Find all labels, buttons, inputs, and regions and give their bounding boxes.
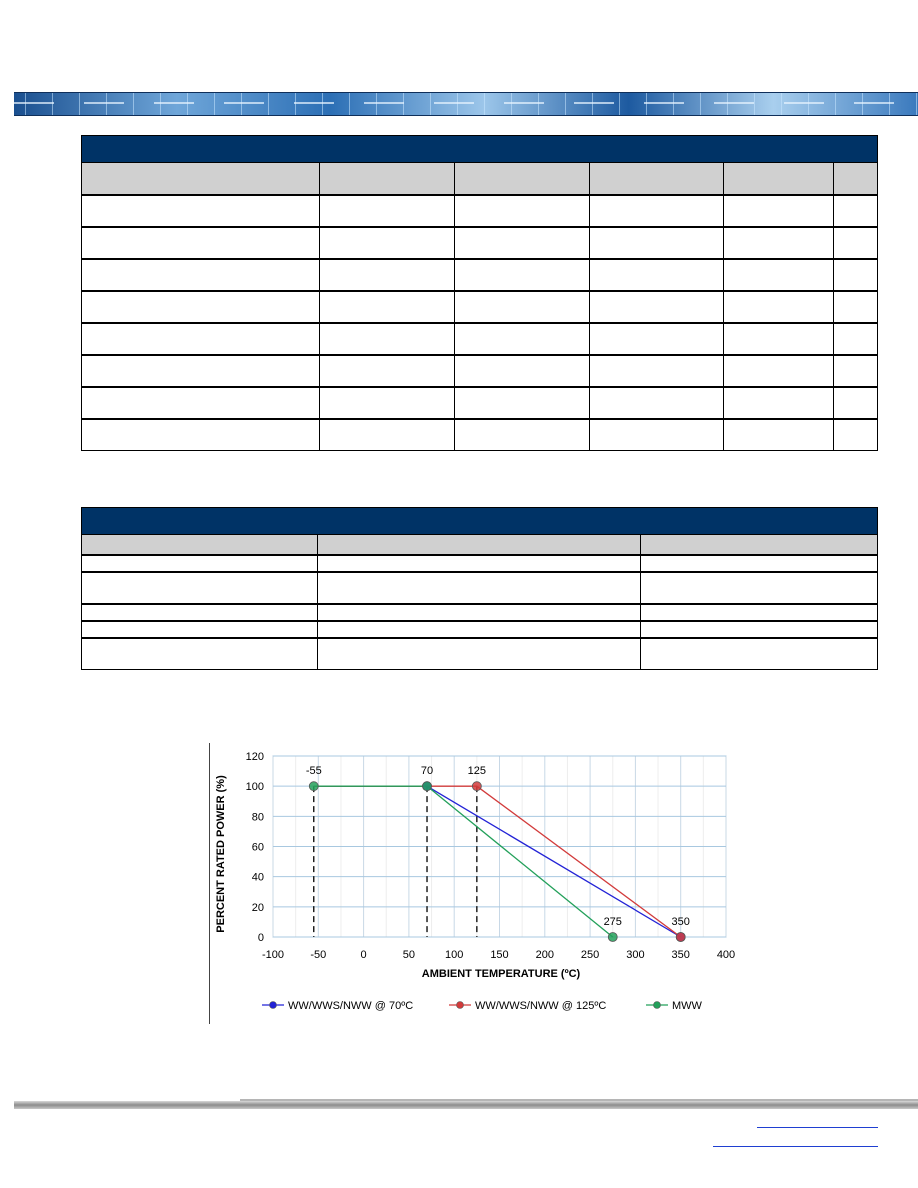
table-row [82,604,878,621]
spec-col-header [82,163,320,196]
legend-label: WW/WWS/NWW @ 70ºC [288,1000,414,1012]
y-tick-label: 40 [251,871,264,884]
x-tick-label: 0 [360,949,367,961]
spec-table-header [82,136,878,163]
y-axis-label: PERCENT RATED POWER (%) [215,775,227,933]
data-label: 125 [467,765,487,778]
table-row [82,195,878,227]
table-row [82,259,878,291]
test-table-column-headers [82,535,878,556]
spec-col-header [319,163,454,196]
legend-swatch-marker [654,1002,661,1009]
x-tick-label: 150 [490,949,509,961]
data-point [472,782,481,791]
y-tick-label: 20 [251,901,264,914]
x-tick-label: 300 [626,949,645,961]
data-point [309,782,318,791]
data-label: 275 [603,916,622,928]
data-point [423,782,432,791]
spec-table-column-headers [82,163,878,196]
spec-table [81,135,878,451]
x-tick-label: -50 [310,949,327,961]
x-tick-label: 50 [402,949,416,961]
x-tick-label: -100 [261,949,285,961]
x-tick-label: 100 [445,949,464,961]
test-table-header [82,508,878,535]
header-circuit-banner [14,92,918,116]
table-row [82,323,878,355]
table-row [82,555,878,572]
x-tick-label: 350 [671,949,690,961]
data-point [608,933,617,942]
legend-label: WW/WWS/NWW @ 125ºC [475,1000,607,1012]
y-tick-label: 120 [245,751,264,763]
data-point [676,933,685,942]
legend-swatch-marker [270,1002,277,1009]
y-tick-label: 100 [245,781,264,794]
derating-chart [210,742,750,1027]
test-col-header [317,535,640,556]
footer-rule [14,1101,918,1109]
table-row [82,291,878,323]
footer-link-underline[interactable] [713,1146,878,1147]
x-tick-label: 200 [535,949,554,961]
spec-col-header [723,163,833,196]
chart-legend [262,1000,703,1012]
legend-swatch-marker [457,1002,464,1009]
y-tick-label: 80 [251,811,264,824]
table-row [82,638,878,670]
table-row [82,621,878,638]
x-tick-label: 250 [580,949,600,961]
test-col-header [82,535,318,556]
table-row [82,387,878,419]
chart-grid [273,756,726,937]
table-row [82,572,878,604]
table-row [82,355,878,387]
table-row [82,419,878,451]
test-col-header [641,535,878,556]
data-label: 70 [420,765,434,778]
y-tick-label: 60 [251,841,264,854]
x-tick-label: 400 [716,949,736,961]
x-axis-label: AMBIENT TEMPERATURE (ºC) [421,968,581,980]
data-label: 350 [671,916,690,928]
legend-label: MWW [672,1000,702,1012]
test-table [81,507,878,670]
data-label: -55 [305,765,322,778]
spec-col-header [589,163,723,196]
y-tick-label: 0 [257,932,264,944]
table-row [82,227,878,259]
spec-col-header [834,163,878,196]
spec-col-header [454,163,589,196]
footer-link-underline[interactable] [757,1127,878,1128]
